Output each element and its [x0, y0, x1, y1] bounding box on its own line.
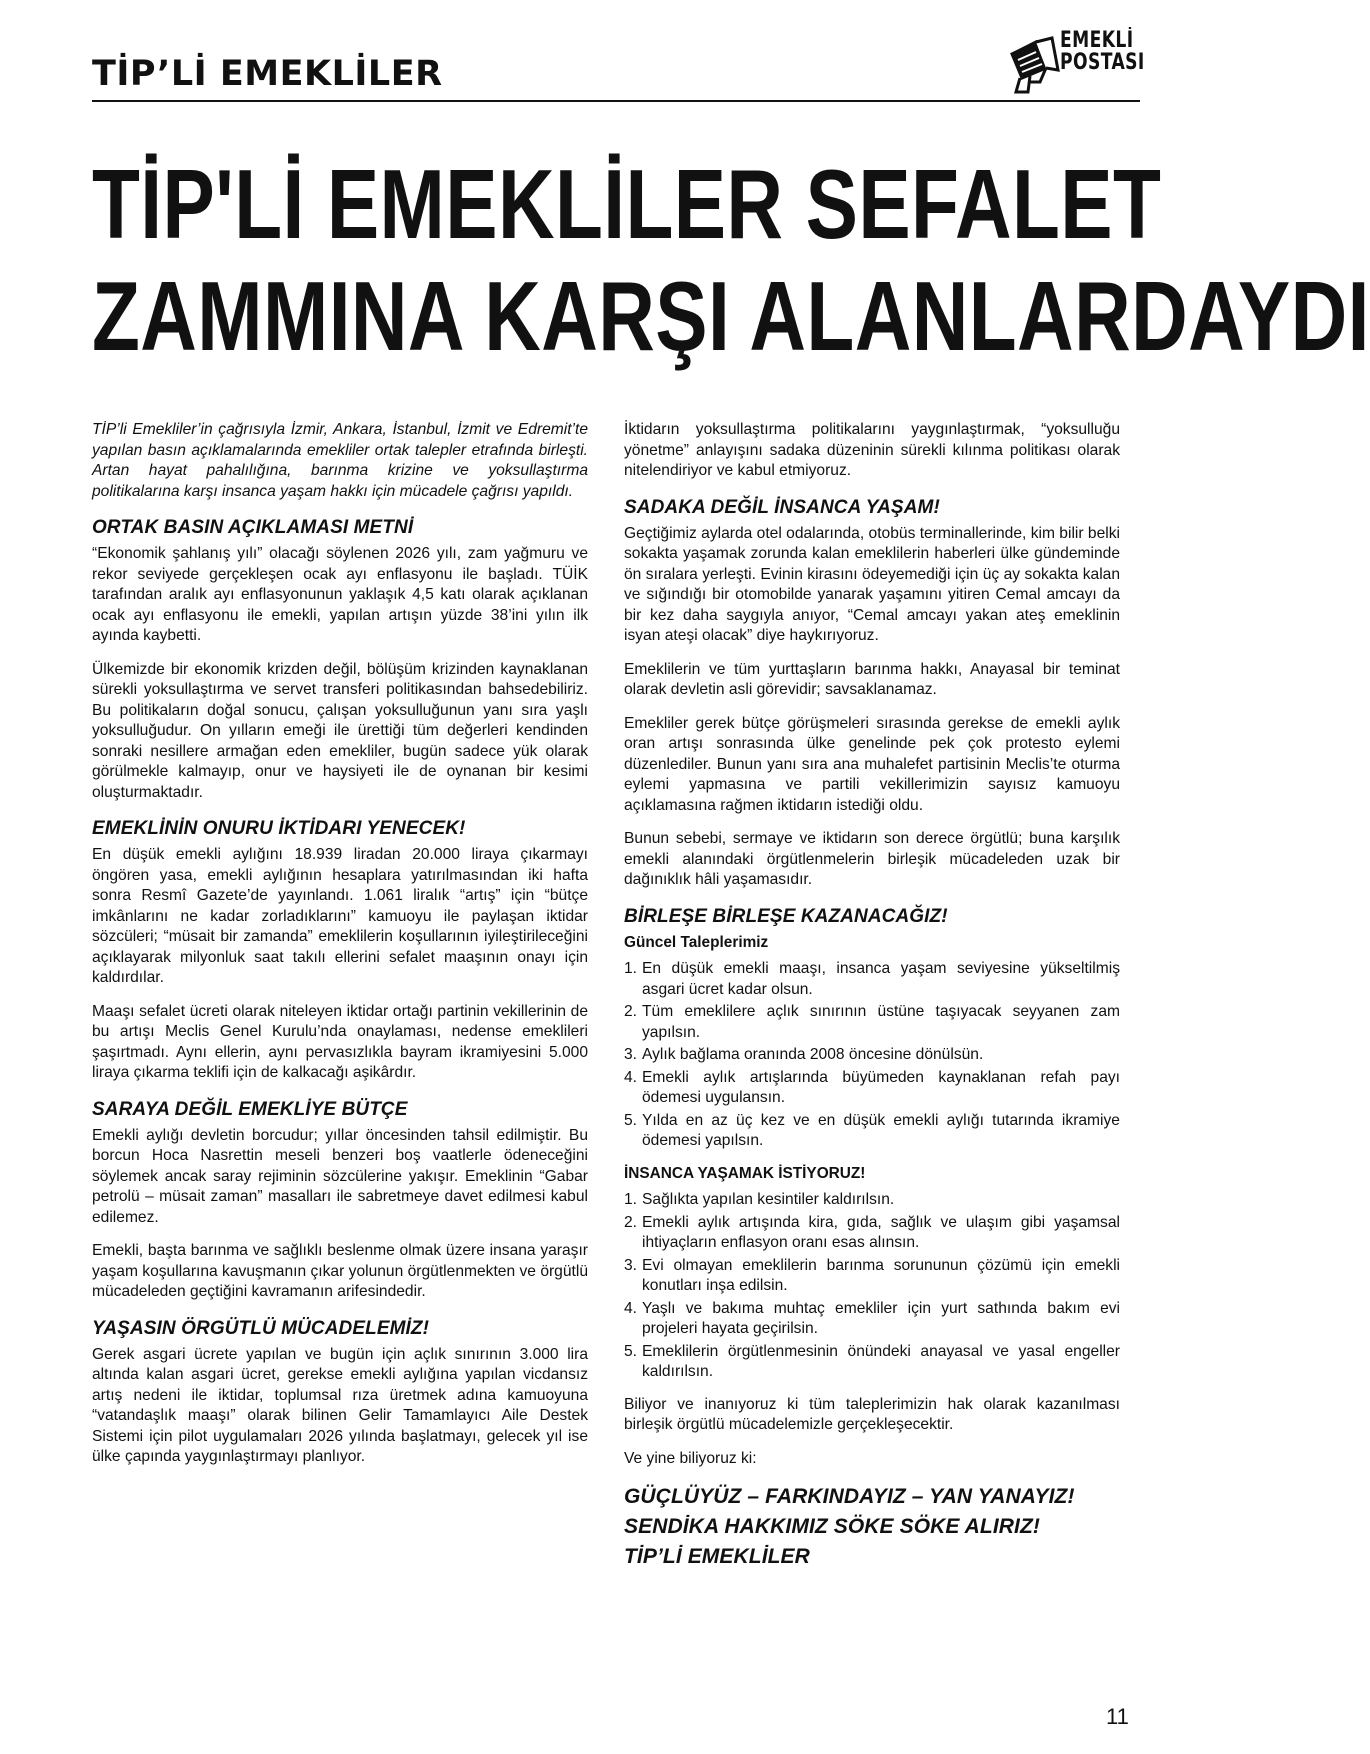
list-item: 2. Tüm emeklilere açlık sınırının üstüne taşıyacak seyyanen zam yapılsın. [624, 1003, 1120, 1041]
slogan-line: GÜÇLÜYÜZ – FARKINDAYIZ – YAN YANAYIZ! [624, 1485, 1075, 1508]
list-item: 4. Yaşlı ve bakıma muhtaç emekliler için yurt sathında bakım evi projeleri hayata geçirilsin. [624, 1299, 1120, 1337]
subheading-emeklinin-onuru: EMEKLİNİN ONURU İKTİDARI YENECEK! [92, 818, 466, 839]
page-number: 11 [1106, 1704, 1129, 1729]
list-item: 1. En düşük emekli maaşı, insanca yaşam seviyesine yükseltilmiş asgari ücret kadar olsun. [624, 960, 1120, 998]
emekli-postasi-logo [1006, 28, 1145, 98]
list-item: 5. Yılda en az üç kez ve en düşük emekli aylığı tutarında ikramiye ödemesi yapılsın. [624, 1111, 1120, 1149]
article-headline [92, 148, 1370, 372]
subheading-yasasin: YAŞASIN ÖRGÜTLÜ MÜCADELEMİZ! [92, 1317, 430, 1339]
paragraph: “Ekonomik şahlanış yılı” olacağı söylenen 2026 yılı, zam yağmuru ve rekor seviyede gerçekleşen ocak ayı enflasyonu ile başladı. TÜİK tarafından aralık ayı enflasyonunun yaklaşık 4,5 katı olarak açıklanan ocak ayı enflasyonu ile emekli, yapılan artışın yüzde 38’ini yılın ilk ayında kaybetti. [92, 545, 588, 644]
paragraph: Geçtiğimiz aylarda otel odalarında, otobüs terminallerinde, kim bilir belki sokakta yaşamak zorunda kalan emeklilerin haberleri ülke gündeminde ön sıralara yerleşti. Evinin kirasını ödeyemediği için üç ay sokakta kalan ve sığındığı bir otomobilde yanarak yaşamını yitiren Cemal amcayı da bir kez daha saygıyla anıyor, “Cemal amcayı yakan ateş emeklinin isyan ateşi olacak” diye haykırıyoruz. [624, 524, 1120, 644]
paragraph: Ve yine biliyoruz ki: [624, 1449, 757, 1467]
paragraph: En düşük emekli aylığını 18.939 liradan 20.000 liraya çıkarmayı öngören yasa, emekli aylığının hesaplara yatırılmasından iki hafta sonra Resmî Gazete’de yayınlandı. 1.061 liralık “artış” için “bütçe imkânlarını ne kadar zorladıklarını” kamuoyu ile paylaşan iktidar sözcüleri; “müsait bir zamanda” emeklilerin koşullarının iyileştirileceğini açıklayarak milyonluk saat takılı ellerini sefalet maaşının onayı için kaldırdılar. [92, 846, 588, 986]
paragraph: Emekliler gerek bütçe görüşmeleri sırasında gerekse de emekli aylık oran artışı sonrasında ülke genelinde pek çok protesto eylemi düzenlediler. Bunun yanı sıra ana muhalefet partisinin Meclis’te oturma eylemi yapmasına ve partili vekillerimizin sayısız kamuoyu açıklamasına rağmen iktidarın istediği oldu. [624, 714, 1120, 814]
list-item: 3. Evi olmayan emeklilerin barınma sorununun çözümü için emekli konutları inşa edilsin. [624, 1256, 1120, 1294]
subheading-saraya-degil: SARAYA DEĞİL EMEKLİYE BÜTÇE [92, 1098, 408, 1120]
megaphone-fist-icon [1006, 34, 1060, 96]
left-column [92, 420, 588, 1481]
paragraph: Maaşı sefalet ücreti olarak niteleyen iktidar ortağı partinin vekillerinin de bu artışı Meclis Genel Kurulu’nda onaylaması, nedense emeklileri şaşırtmadı. Aynı ellerin, aynı pervasızlıkla bayram ikramiyesini 5.000 liraya çıkarma teklifi için de kalkacağı aşikârdır. [92, 1002, 588, 1081]
paragraph: Biliyor ve inanıyoruz ki tüm taleplerimizin hak olarak kazanılması birleşik örgütlü mücadelemizle gerçekleşecektir. [624, 1395, 1120, 1433]
demands-title: Güncel Taleplerimiz [624, 933, 769, 951]
paragraph: Emekli, başta barınma ve sağlıklı beslenme olmak üzere insana yaraşır yaşam koşullarına kavuşmanın çıkar yolunun örgütlenmekten ve örgütlü mücadeleden geçtiğini kavramanın arifesindedir. [92, 1242, 588, 1300]
paragraph: Emeklilerin ve tüm yurttaşların barınma hakkı, Anayasal bir teminat olarak devletin asli görevidir; savsaklanamaz. [624, 660, 1120, 698]
right-column [624, 420, 1120, 1572]
demands-list [624, 959, 1120, 1152]
living-title: İNSANCA YAŞAMAK İSTİYORUZ! [624, 1164, 866, 1182]
list-item: 3. Aylık bağlama oranında 2008 öncesine dönülsün. [624, 1046, 984, 1063]
page-header [92, 28, 1145, 98]
list-item: 2. Emekli aylık artışında kira, gıda, sağlık ve ulaşım gibi yaşamsal ihtiyaçların enflasyon oranı esas alınsın. [624, 1213, 1120, 1251]
subheading-basin-aciklamasi: ORTAK BASIN AÇIKLAMASI METNİ [92, 517, 414, 538]
paragraph: İktidarın yoksullaştırma politikalarını yaygınlaştırmak, “yoksulluğu yönetme” anlayışını sadaka düzeninin sürekli kılınma politikası olarak nitelendiriyor ve kabul etmiyoruz. [624, 421, 1120, 479]
paragraph: Gerek asgari ücrete yapılan ve bugün için açlık sınırının 3.000 lira altında kalan asgari ücret, gerekse emekli aylığına yapılan vicdansız artış nedeni ile iktidar, toplumsal rıza üretmek adına kamuoyuna “vatandaşlık maaşı” olarak bilinen Gelir Tamamlayıcı Aile Destek Sistemi için pilot uygulamaları 2026 yılında başlatmayı, gelecek yıl ise ülke çapında yaygınlaştırmayı planlıyor. [92, 1345, 588, 1465]
headline-line-1: TİP'Lİ EMEKLİLER SEFALET [92, 149, 1162, 259]
paragraph: Emekli aylığı devletin borcudur; yıllar öncesinden tahsil edilmiştir. Bu borcun Hoca Nasrettin meseli benzeri boş vaatlerle ödeneceğini söylemek ancak saray rejiminin sözcülerine yakışır. Emeklinin “Gabar petrolü – müsait zaman” masalları ile sabretmeye davet edilmesi kabul edilemez. [92, 1126, 588, 1226]
lead-paragraph: TİP’li Emekliler’in çağrısıyla İzmir, Ankara, İstanbul, İzmit ve Edremit’te yapılan basın açıklamalarında emekliler ortak talepler etrafında birleşti. Artan hayat pahalılığına, barınma krizine ve yoksullaştırma politikalarına karşı insanca yaşam hakkı için mücadele çağrısı yapıldı. [92, 421, 588, 500]
list-item: 5. Emeklilerin örgütlenmesinin önündeki anayasal ve yasal engeller kaldırılsın. [624, 1342, 1120, 1380]
logo-line-2: POSTASI [1060, 50, 1145, 75]
signature-line: TİP’Lİ EMEKLİLER [624, 1545, 810, 1568]
headline-line-2: ZAMMINA KARŞI ALANLARDAYDI [92, 261, 1370, 371]
list-item: 1. Sağlıkta yapılan kesintiler kaldırılsın. [624, 1191, 895, 1208]
logo-line-1: EMEKLİ [1060, 28, 1134, 53]
subheading-birlese: BİRLEŞE BİRLEŞE KAZANACAĞIZ! [624, 905, 948, 927]
section-title: TİP’Lİ EMEKLİLER [92, 54, 443, 94]
header-rule [92, 100, 1140, 102]
living-list [624, 1190, 1120, 1383]
subheading-sadaka-degil: SADAKA DEĞİL İNSANCA YAŞAM! [624, 496, 940, 518]
logo-text [1060, 30, 1145, 74]
list-item: 4. Emekli aylık artışlarında büyümeden kaynaklanan refah payı ödemesi uygulansın. [624, 1068, 1120, 1106]
slogan-line: SENDİKA HAKKIMIZ SÖKE SÖKE ALIRIZ! [624, 1515, 1041, 1538]
paragraph: Bunun sebebi, sermaye ve iktidarın son derece örgütlü; buna karşılık emekli alanındaki örgütlenmelerin birleşik mücadeleden uzak bir dağınıklık hâli yaşamasıdır. [624, 830, 1120, 888]
paragraph: Ülkemizde bir ekonomik krizden değil, bölüşüm krizinden kaynaklanan sürekli yoksullaştırma ve servet transferi politikasından bahsedebiliriz. Bu politikaların doğal sonucu, çalışan yoksulluğunun yanı sıra yaşlı yoksulluğudur. On yılların emeği ile ürettiği tüm değerleri kendinden sonraki nesillere armağan eden emekliler, bugün sadece yük olarak görülmekle kalmayıp, onur ve haysiyeti ile de oynanan bir kesimi oluşturmaktadır. [92, 660, 588, 801]
